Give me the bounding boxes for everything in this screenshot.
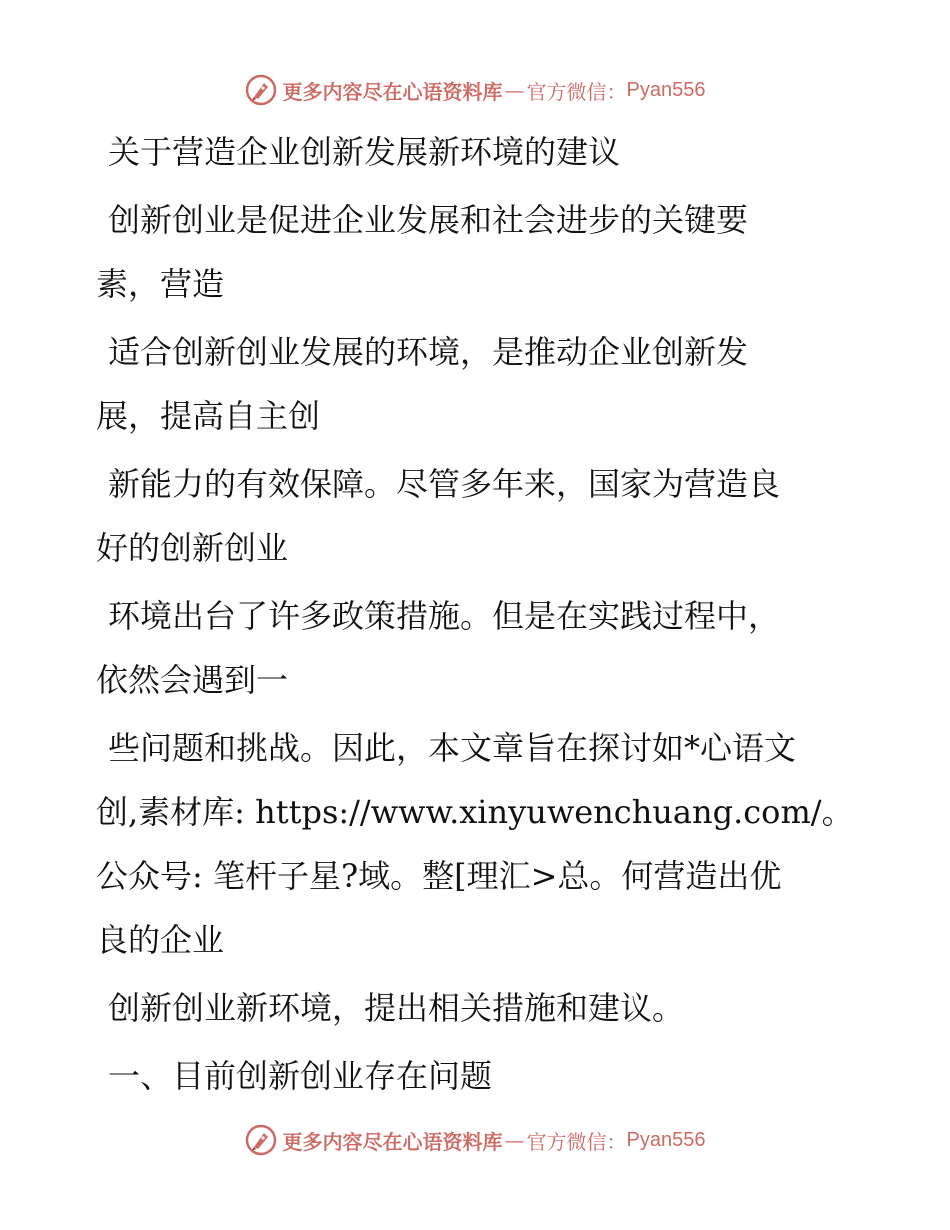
paragraph-5-line-1: 些问题和挑战。因此，本文章旨在探讨如*心语文 (108, 729, 797, 767)
document-body (96, 120, 856, 1108)
paragraph-2-line-1: 适合创新创业发展的环境，是推动企业创新发 (108, 333, 749, 371)
paragraph-4-line-1: 环境出台了许多政策措施。但是在实践过程中， (108, 597, 781, 635)
watermark-wechat-label: 官方微信： (526, 1129, 627, 1154)
watermark-wechat-id: Pyan556 (626, 1128, 706, 1151)
paragraph-2-line-2: 展，提高自主创 (96, 397, 321, 435)
pen-nib-logo-icon (245, 74, 277, 106)
document-title: 关于营造企业创新发展新环境的建议 (108, 133, 621, 171)
watermark-wechat-id: Pyan556 (626, 78, 706, 101)
paragraph-5-line-4: 良的企业 (96, 921, 225, 959)
watermark-dash: — (504, 78, 525, 102)
watermark-dash: — (504, 1128, 525, 1152)
paragraph-5-line-2: 创,素材库: https://www.xinyuwenchuang.com/。 (96, 793, 854, 831)
header-watermark (0, 70, 950, 110)
paragraph-4-line-2: 依然会遇到一 (96, 661, 289, 699)
footer-watermark (0, 1120, 950, 1160)
paragraph-6-line-1: 创新创业新环境，提出相关措施和建议。 (108, 989, 685, 1027)
watermark-title: 更多内容尽在心语资料库 (282, 1129, 503, 1154)
paragraph-3-line-2: 好的创新创业 (96, 529, 289, 567)
watermark-title: 更多内容尽在心语资料库 (282, 79, 503, 104)
paragraph-1-line-2: 素，营造 (96, 265, 225, 303)
pen-nib-logo-icon (245, 1124, 277, 1156)
section-heading: 一、目前创新创业存在问题 (108, 1057, 493, 1095)
watermark-wechat-label: 官方微信： (526, 79, 627, 104)
paragraph-5-line-3: 公众号: 笔杆子星?域。整[理汇>总。何营造出优 (96, 857, 782, 895)
paragraph-1-line-1: 创新创业是促进企业发展和社会进步的关键要 (108, 201, 749, 239)
paragraph-3-line-1: 新能力的有效保障。尽管多年来，国家为营造良 (108, 465, 781, 503)
